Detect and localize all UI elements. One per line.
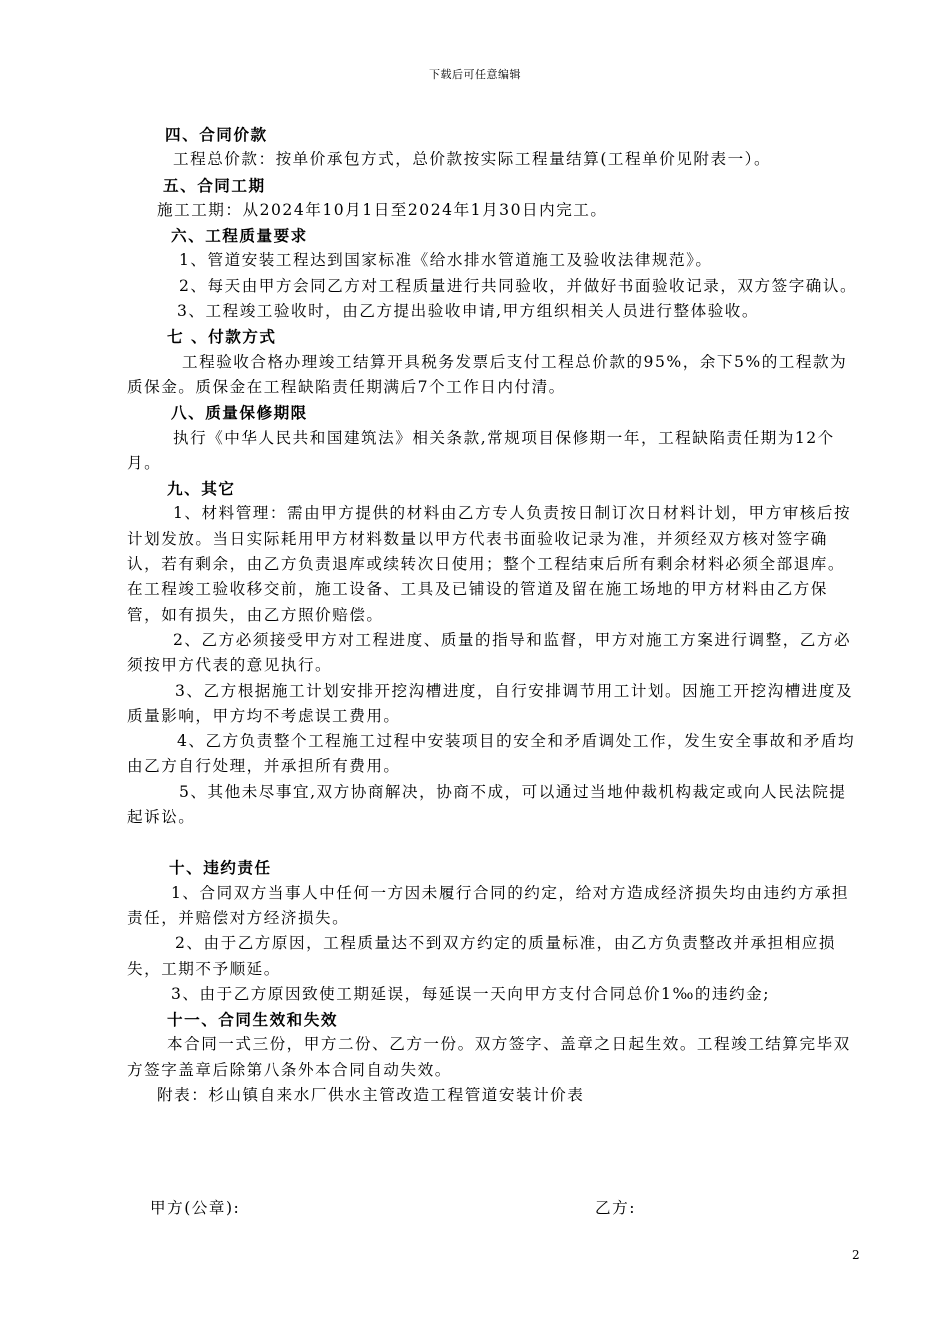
quality-item-1: 1、管道安装工程达到国家标准《给水排水管道施工及验收法律规范》。 (179, 251, 713, 270)
section-title-effect: 十一、合同生效和失效 (167, 1010, 338, 1030)
quality-item-3: 3、工程竣工验收时，由乙方提出验收申请,甲方组织相关人员进行整体验收。 (177, 302, 759, 321)
section-title-price: 四、合同价款 (165, 125, 268, 144)
breach-item-1: 1、合同双方当事人中任何一方因未履行合同的约定，给对方造成经济损失均由违约方承担责任，并赔偿对方经济损失。 (127, 883, 850, 927)
other-item-2: 2、乙方必须接受甲方对工程进度、质量的指导和监督，甲方对施工方案进行调整，乙方必须按甲方代表的意见执行。 (127, 630, 852, 675)
section-title-payment: 七 、付款方式 (167, 327, 277, 347)
section-title-other: 九、其它 (167, 479, 236, 499)
other-item-3: 3、乙方根据施工计划安排开挖沟槽进度，自行安排调节用工计划。因施工开挖沟槽进度及质量影响，甲方均不考虑误工费用。 (127, 681, 854, 725)
duration-paragraph: 施工工期：从2024年10月1日至2024年1月30日内完工。 (157, 200, 608, 219)
payment-paragraph: 工程验收合格办理竣工结算开具税务发票后支付工程总价款的95%，余下5%的工程款为质保金。质保金在工程缺陷责任期满后7个工作日内付清。 (127, 352, 848, 396)
breach-item-3: 3、由于乙方原因致使工期延误，每延误一天向甲方支付合同总价1‰的违约金; (171, 984, 771, 1003)
other-item-5: 5、其他未尽事宜,双方协商解决，协商不成，可以通过当地仲裁机构裁定或向人民法院提起诉讼。 (127, 782, 847, 827)
quality-item-2: 2、每天由甲方会同乙方对工程质量进行共同验收，并做好书面验收记录，双方签字确认。 (179, 276, 858, 295)
section-title-quality: 六、工程质量要求 (171, 226, 308, 246)
party-a-signature-label: 甲方(公章): (150, 1199, 241, 1217)
page-number: 2 (852, 1248, 860, 1262)
section-title-warranty: 八、质量保修期限 (171, 403, 308, 423)
page-header-note: 下载后可任意编辑 (429, 68, 521, 81)
other-item-1: 1、材料管理：需由甲方提供的材料由乙方专人负责按日制订次日材料计划，甲方审核后按计划发放。当日实际耗用甲方材料数量以甲方代表书面验收记录为准，并须经双方核对签字确认，若有剩余，由乙方负责退库或续转次日使用；整个工程结束后所有剩余材料必须全部退库。在工程竣工验收移交前，施工设备、工具及已铺设的管道及留在施工场地的甲方材料由乙方保管，如有损失，由乙方照价赔偿。 (127, 504, 852, 624)
effect-paragraph: 本合同一式三份，甲方二份、乙方一份。双方签字、盖章之日起生效。工程竣工结算完毕双方签字盖章后除第八条外本合同自动失效。 (127, 1035, 851, 1079)
section-title-duration: 五、合同工期 (163, 175, 266, 195)
contract-body (127, 122, 862, 1108)
party-b-signature-label: 乙方: (595, 1199, 636, 1217)
price-paragraph: 工程总价款：按单价承包方式，总价款按实际工程量结算(工程单价见附表一）。 (173, 150, 772, 169)
breach-item-2: 2、由于乙方原因，工程质量达不到双方约定的质量标准，由乙方负责整改并承担相应损失，工期不予顺延。 (127, 934, 836, 978)
section-title-breach: 十、违约责任 (169, 858, 272, 878)
other-item-4: 4、乙方负责整个工程施工过程中安装项目的安全和矛盾调处工作，发生安全事故和矛盾均由乙方自行处理，并承担所有费用。 (127, 732, 856, 776)
warranty-paragraph: 执行《中华人民共和国建筑法》相关条款,常规项目保修期一年，工程缺陷责任期为12个月。 (127, 428, 835, 472)
attachment-note: 附表：杉山镇自来水厂供水主管改造工程管道安装计价表 (157, 1085, 585, 1104)
blank-line (127, 830, 862, 855)
